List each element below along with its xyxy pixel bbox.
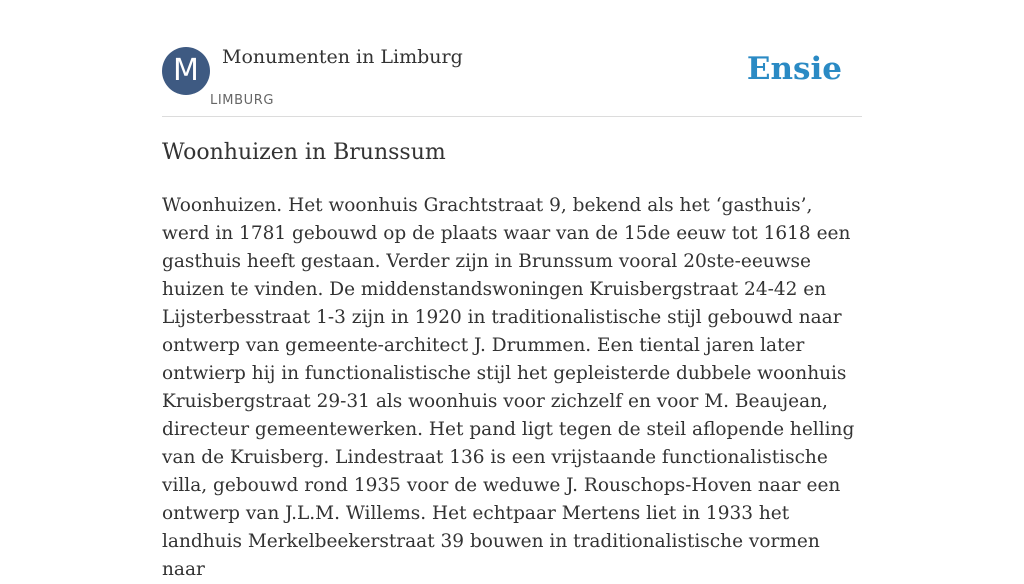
article-title: Woonhuizen in Brunssum (162, 140, 446, 165)
article-body: Woonhuizen. Het woonhuis Grachtstraat 9, bekend als het ‘gasthuis’, werd in 1781 gebouwd op de plaats waar van de 15de eeuw tot 1618 een gasthuis heeft gestaan. Verder zijn in Brunssum vooral 20ste-eeuwse huizen te vinden. De middenstandswoningen Kruisbergstraat 24-42 en Lijsterbesstraat 1-3 zijn in 1920 in traditionalistische stijl gebouwd naar ontwerp van gemeente-architect J. Drummen. Een tiental jaren later ontwierp hij in functionalistische stijl het gepleisterde dubbele woonhuis Kruisbergstraat 29-31 als woonhuis voor zichzelf en voor M. Beaujean, directeur gemeentewerken. Het pand ligt tegen de steil aflopende helling van de Kruisberg. Lindestraat 136 is een vrijstaande functionalistische villa, gebouwd rond 1935 voor de weduwe J. Rouschops-Hoven naar een ontwerp van J.L.M. Willems. Het echtpaar Mertens liet in 1933 het landhuis Merkelbeekerstraat 39 bouwen in traditionalistische vormen naar (162, 195, 855, 580)
source-title-link[interactable]: Monumenten in Limburg (222, 46, 463, 68)
header (162, 0, 862, 117)
page-container (162, 0, 862, 580)
source-region-label: LIMBURG (210, 93, 275, 108)
ensie-logo[interactable]: Ensie (746, 51, 842, 87)
avatar[interactable]: M (162, 47, 210, 95)
